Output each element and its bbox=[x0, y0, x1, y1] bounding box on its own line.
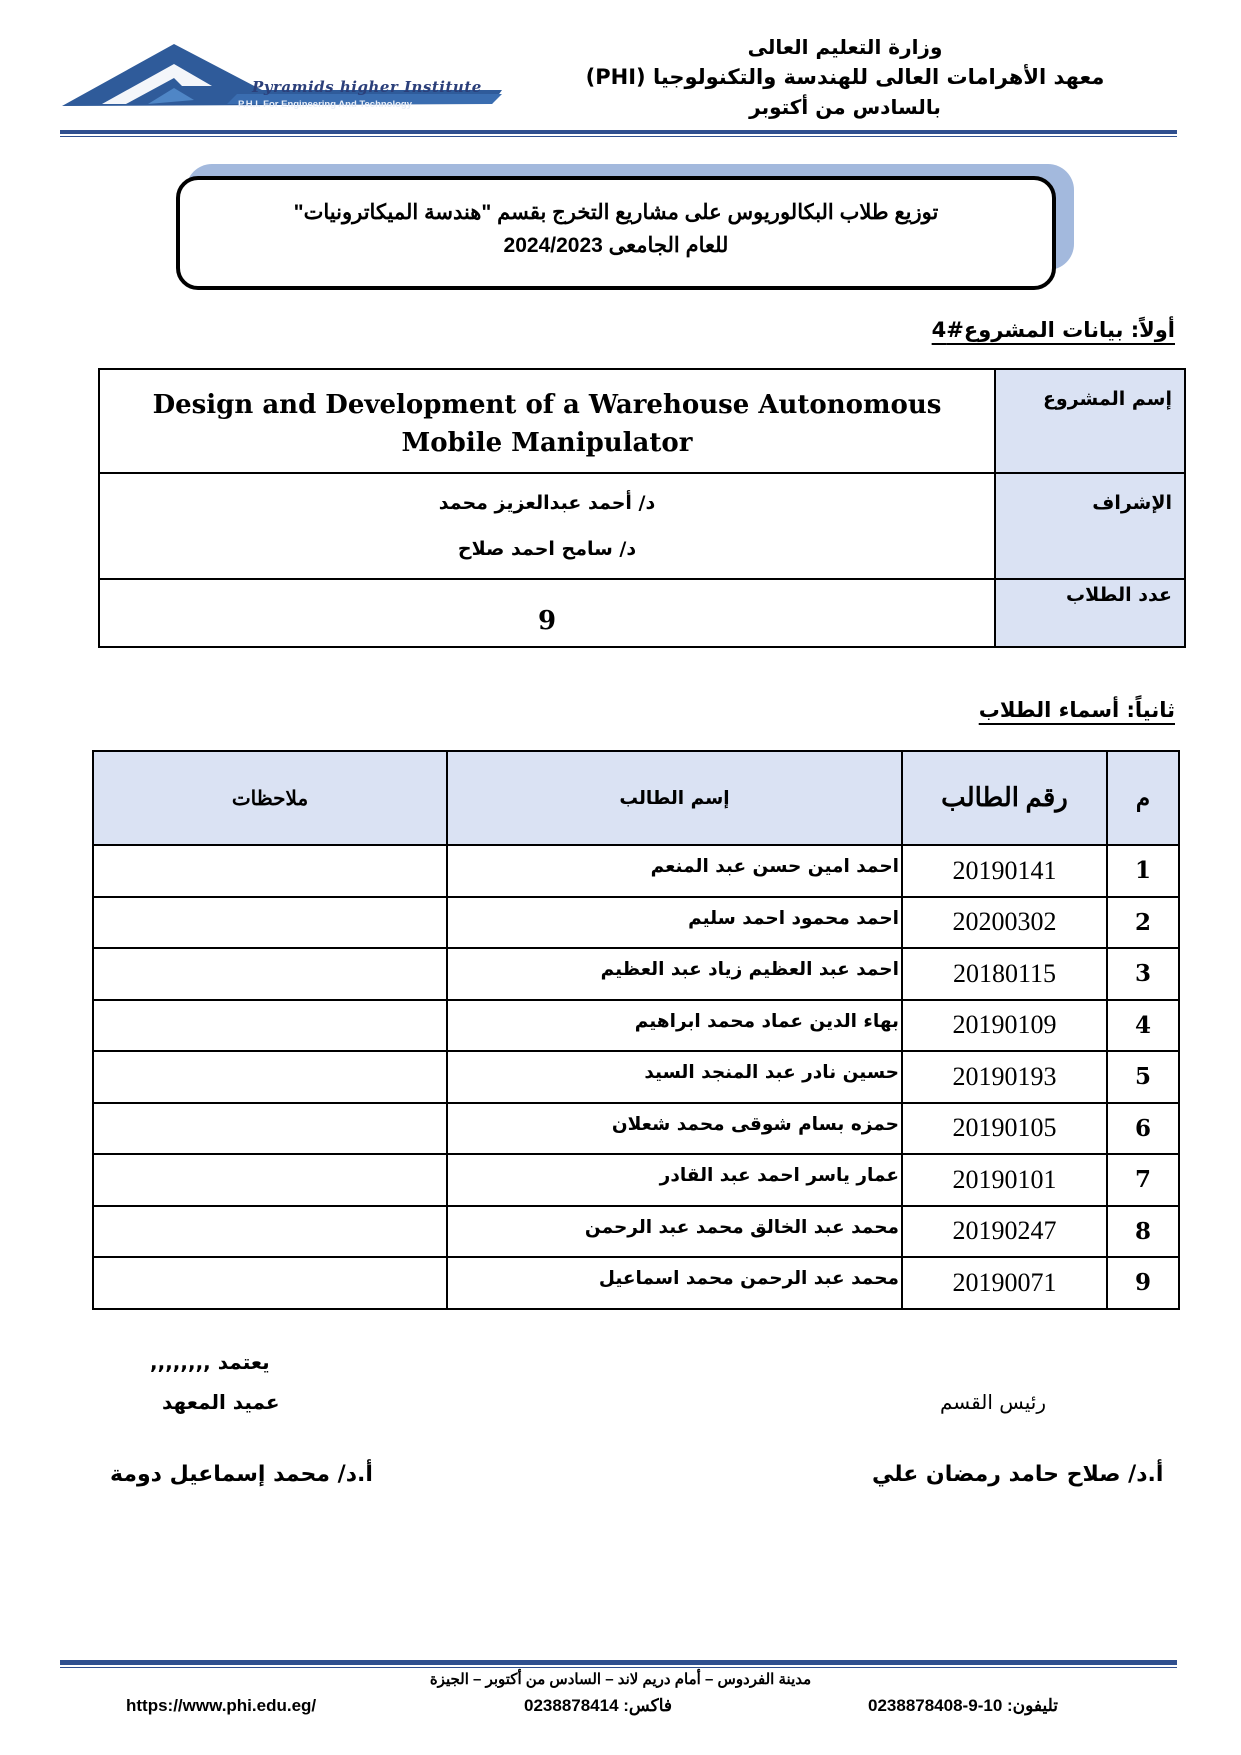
column-header-index: م bbox=[1107, 751, 1179, 845]
student-notes bbox=[93, 1000, 447, 1052]
supervisor-2: د/ سامح احمد صلاح bbox=[457, 538, 637, 560]
student-index: 6 bbox=[1107, 1103, 1179, 1155]
student-id: 20190247 bbox=[902, 1206, 1107, 1258]
student-id: 20200302 bbox=[902, 897, 1107, 949]
document-title-line1: توزيع طلاب البكالوريوس على مشاريع التخرج بقسم "هندسة الميكاترونيات" bbox=[293, 201, 939, 224]
header-divider bbox=[60, 130, 1177, 137]
student-row bbox=[93, 897, 1179, 949]
approval-text: يعتمد ,,,,,,,, bbox=[150, 1350, 270, 1374]
ministry-name: وزارة التعليم العالى bbox=[747, 35, 943, 59]
section-project-data-heading: أولاً: بيانات المشروع#4 bbox=[931, 318, 1175, 342]
student-row bbox=[93, 1103, 1179, 1155]
student-row bbox=[93, 1154, 1179, 1206]
column-header-student-name: إسم الطالب bbox=[447, 751, 902, 845]
project-name-line2: Mobile Manipulator bbox=[401, 428, 693, 458]
institute-logo bbox=[62, 44, 502, 116]
student-id: 20190141 bbox=[902, 845, 1107, 897]
supervisors-cell bbox=[99, 473, 995, 579]
student-name: محمد عبد الخالق محمد عبد الرحمن bbox=[447, 1206, 902, 1258]
student-id: 20190071 bbox=[902, 1257, 1107, 1309]
footer-address: مدينة الفردوس – أمام دريم لاند – السادس من أكتوبر – الجيزة bbox=[429, 1671, 812, 1688]
student-notes bbox=[93, 948, 447, 1000]
column-header-notes: ملاحظات bbox=[93, 751, 447, 845]
institution-header bbox=[575, 32, 1115, 122]
student-name: احمد امين حسن عبد المنعم bbox=[447, 845, 902, 897]
project-data-table bbox=[98, 368, 1186, 648]
student-index: 4 bbox=[1107, 1000, 1179, 1052]
student-row bbox=[93, 948, 1179, 1000]
document-title-box bbox=[176, 176, 1056, 290]
student-id: 20190109 bbox=[902, 1000, 1107, 1052]
student-id: 20190193 bbox=[902, 1051, 1107, 1103]
section-students-heading: ثانياً: أسماء الطلاب bbox=[978, 698, 1175, 722]
project-name-row bbox=[99, 369, 1185, 473]
logo-subtitle: P.H.I. For Engineering And Technology bbox=[238, 99, 413, 110]
student-notes bbox=[93, 1206, 447, 1258]
department-head-name: أ.د/ صلاح حامد رمضان علي bbox=[872, 1462, 1164, 1487]
student-id: 20180115 bbox=[902, 948, 1107, 1000]
student-notes bbox=[93, 845, 447, 897]
institute-name: معهد الأهرامات العالى للهندسة والتكنولوجيا (PHI) bbox=[585, 65, 1105, 89]
student-index: 9 bbox=[1107, 1257, 1179, 1309]
student-name: حمزه بسام شوقى محمد شعلان bbox=[447, 1103, 902, 1155]
student-notes bbox=[93, 897, 447, 949]
student-name: بهاء الدين عماد محمد ابراهيم bbox=[447, 1000, 902, 1052]
dean-name: أ.د/ محمد إسماعيل دومة bbox=[110, 1462, 373, 1487]
students-count-row bbox=[99, 579, 1185, 647]
student-name: احمد محمود احمد سليم bbox=[447, 897, 902, 949]
column-header-student-id: رقم الطالب bbox=[902, 751, 1107, 845]
student-index: 5 bbox=[1107, 1051, 1179, 1103]
student-row bbox=[93, 1051, 1179, 1103]
student-name: احمد عبد العظيم زياد عبد العظيم bbox=[447, 948, 902, 1000]
student-index: 8 bbox=[1107, 1206, 1179, 1258]
logo-script-text: Pyramids higher Institute bbox=[252, 78, 482, 96]
student-id: 20190101 bbox=[902, 1154, 1107, 1206]
students-table-body bbox=[93, 845, 1179, 1309]
students-count-label: عدد الطلاب bbox=[995, 579, 1185, 647]
supervision-row bbox=[99, 473, 1185, 579]
student-index: 7 bbox=[1107, 1154, 1179, 1206]
project-name-cell bbox=[99, 369, 995, 473]
project-name-line1: Design and Development of a Warehouse Autonomous bbox=[152, 390, 942, 420]
footer-fax: فاكس: 0238878414 bbox=[524, 1696, 673, 1715]
footer-divider bbox=[60, 1660, 1177, 1668]
student-name: عمار ياسر احمد عبد القادر bbox=[447, 1154, 902, 1206]
student-name: حسين نادر عبد المنجد السيد bbox=[447, 1051, 902, 1103]
footer-phone: تليفون: 10-9-0238878408 bbox=[868, 1696, 1059, 1715]
student-row bbox=[93, 1000, 1179, 1052]
student-row bbox=[93, 1257, 1179, 1309]
student-id: 20190105 bbox=[902, 1103, 1107, 1155]
supervisor-1: د/ أحمد عبدالعزيز محمد bbox=[438, 492, 656, 514]
student-notes bbox=[93, 1257, 447, 1309]
students-count-cell bbox=[99, 579, 995, 647]
student-index: 1 bbox=[1107, 845, 1179, 897]
student-row bbox=[93, 845, 1179, 897]
project-name-label: إسم المشروع bbox=[995, 369, 1185, 473]
student-notes bbox=[93, 1103, 447, 1155]
institute-location: بالسادس من أكتوبر bbox=[749, 95, 941, 119]
supervision-label: الإشراف bbox=[995, 473, 1185, 579]
student-index: 3 bbox=[1107, 948, 1179, 1000]
student-notes bbox=[93, 1051, 447, 1103]
students-table-header bbox=[93, 751, 1179, 845]
dean-title: عميد المعهد bbox=[162, 1390, 280, 1414]
student-row bbox=[93, 1206, 1179, 1258]
students-table bbox=[92, 750, 1180, 1310]
student-index: 2 bbox=[1107, 897, 1179, 949]
student-notes bbox=[93, 1154, 447, 1206]
footer-website-link[interactable]: https://www.phi.edu.eg/ bbox=[126, 1696, 317, 1715]
student-name: محمد عبد الرحمن محمد اسماعيل bbox=[447, 1257, 902, 1309]
document-title-line2: للعام الجامعى 2024/2023 bbox=[503, 234, 729, 257]
students-count-value: 9 bbox=[537, 606, 557, 636]
department-head-title: رئيس القسم bbox=[940, 1390, 1047, 1414]
